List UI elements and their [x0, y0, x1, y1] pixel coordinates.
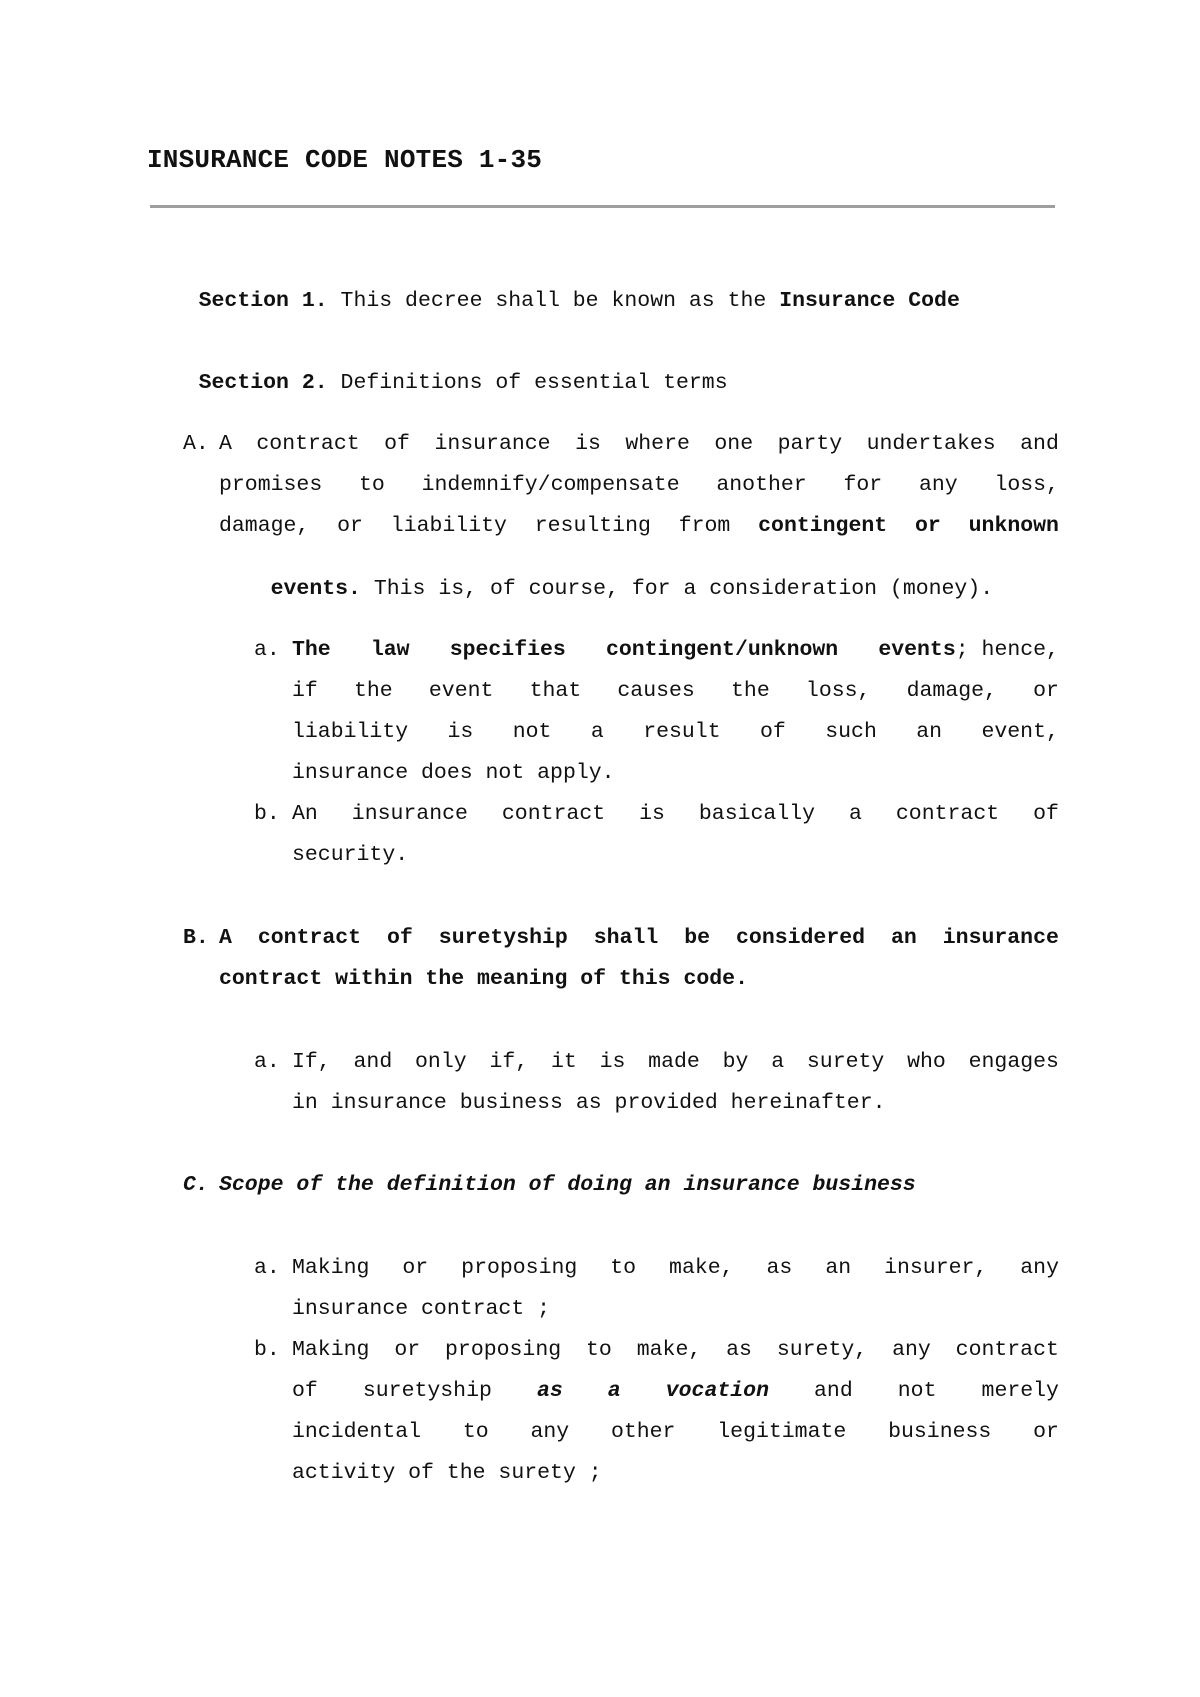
item-a-line-4: events. This is, of course, for a consideration (money). — [270, 576, 994, 601]
item-a-marker: A. — [183, 432, 209, 456]
item-c-b-line-1: Making or proposing to make, as surety, any contract — [292, 1338, 1059, 1362]
item-b-a-line-1: If, and only if, it is made by a surety who engages — [292, 1050, 1059, 1074]
item-c-b-line-2: of suretyship as a vocation and not merely — [292, 1379, 1059, 1403]
item-a-b-line-1: An insurance contract is basically a contract of — [292, 802, 1059, 826]
item-a-line-3: damage, or liability resulting from contingent or unknown — [219, 514, 1059, 538]
item-c-b-line-4: activity of the surety ; — [292, 1461, 602, 1485]
section-1-text: This decree shall be known as the — [327, 288, 780, 313]
section-2 — [147, 351, 728, 416]
item-a-line-2: promises to indemnify/compensate another for any loss, — [219, 473, 1059, 497]
item-c-b-line-3: incidental to any other legitimate business or — [292, 1420, 1059, 1444]
item-a-b-line-2: security. — [292, 843, 409, 867]
section-1 — [147, 269, 960, 334]
item-c-b-marker: b. — [254, 1338, 280, 1362]
item-a-a-line-2: if the event that causes the loss, damage, or — [292, 679, 1059, 703]
section-2-label: Section 2. — [198, 370, 328, 395]
item-a-a-line-1: The law specifies contingent/unknown events; hence, — [292, 638, 1059, 662]
item-c-a-line-2: insurance contract ; — [292, 1297, 551, 1321]
item-b-line-1: A contract of suretyship shall be considered an insurance — [219, 926, 1059, 950]
item-b-marker: B. — [183, 926, 209, 950]
section-1-label: Section 1. — [198, 288, 328, 313]
item-c-a-marker: a. — [254, 1256, 280, 1280]
item-c-heading: Scope of the definition of doing an insurance business — [219, 1173, 916, 1197]
item-a-b-marker: b. — [254, 802, 280, 826]
item-a-a-marker: a. — [254, 638, 280, 662]
item-b-a-line-2: in insurance business as provided hereinafter. — [292, 1091, 886, 1115]
item-c-a-line-1: Making or proposing to make, as an insurer, any — [292, 1256, 1059, 1280]
section-2-text: Definitions of essential terms — [327, 370, 728, 395]
section-1-term: Insurance Code — [779, 288, 960, 313]
document-title: INSURANCE CODE NOTES 1-35 — [147, 145, 543, 175]
item-a-a-line-4: insurance does not apply. — [292, 761, 615, 785]
title-divider — [150, 205, 1055, 208]
item-c-marker: C. — [183, 1173, 209, 1197]
item-a-a-line-3: liability is not a result of such an event, — [292, 720, 1059, 744]
item-a-line-1: A contract of insurance is where one party undertakes and — [219, 432, 1059, 456]
item-b-a-marker: a. — [254, 1050, 280, 1074]
item-b-line-2: contract within the meaning of this code. — [219, 967, 748, 991]
